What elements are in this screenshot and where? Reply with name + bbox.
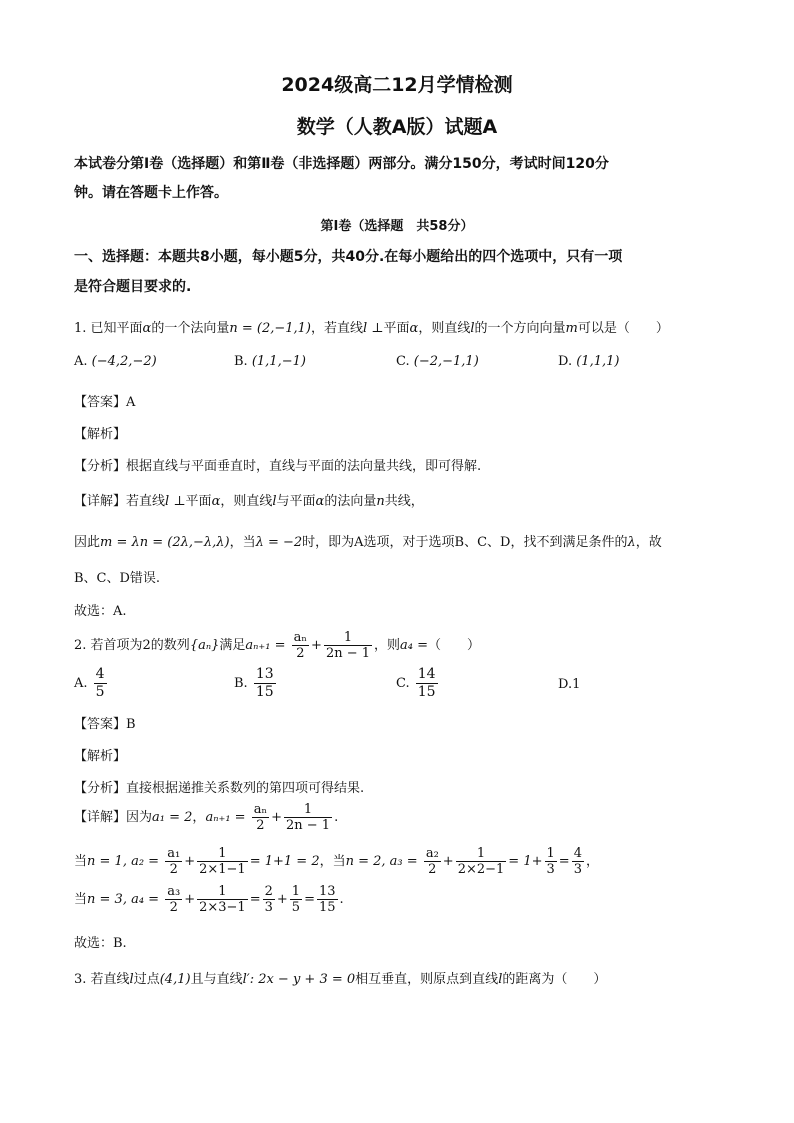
q2-option-c: C. $\frac{14}{15}$ xyxy=(396,666,436,700)
q2-jiexi: 【解析】 xyxy=(74,749,127,764)
q2-detail-line-1: 【详解】因为a₁ = 2，aₙ₊₁ = $\frac{\text{aₙ}}{2}$ + $\frac{1}{2n - 1}$ . xyxy=(74,802,339,833)
q2-answer: 【答案】B xyxy=(74,717,136,732)
question-3-stem: 3. 若直线l过点(4,1)且与直线l′: 2x − y + 3 = 0相互垂直，则原点到直线l的距离为（ ） xyxy=(74,972,607,987)
q1-option-d: D. (1,1,1) xyxy=(558,354,620,369)
q1-option-a: A. (−4,2,−2) xyxy=(74,354,157,369)
q1-detail-line-3: B、C、D错误. xyxy=(74,571,161,586)
q2-option-d: D.1 xyxy=(558,677,581,692)
section-title: 第Ⅰ卷（选择题 共58分） xyxy=(320,219,474,234)
exam-title: 2024级高二12月学情检测 xyxy=(281,74,513,96)
question-2-stem: 2. 若首项为2的数列{aₙ}满足aₙ₊₁ = $\frac{\text{aₙ}}{2}$ + $\frac{1}{2n - 1}$ ，则a₄ =（ ） xyxy=(74,630,481,661)
intro-line-1: 本试卷分第Ⅰ卷（选择题）和第Ⅱ卷（非选择题）两部分。满分150分，考试时间120分 xyxy=(74,156,609,172)
section-instruction-2: 是符合题目要求的. xyxy=(74,279,192,295)
q1-answer: 【答案】A xyxy=(74,395,136,410)
q2-option-a: A. $\frac{4}{5}$ xyxy=(74,666,105,700)
q1-detail-line-1: 【详解】若直线l ⊥平面α，则直线l与平面α的法向量n共线， xyxy=(74,494,424,509)
intro-line-2: 钟。请在答题卡上作答。 xyxy=(74,185,228,201)
q1-jiexi: 【解析】 xyxy=(74,427,127,442)
q2-option-b: B. $\frac{13}{15}$ xyxy=(234,666,274,700)
q1-option-b: B. (1,1,−1) xyxy=(234,354,306,369)
q1-analysis: 【分析】根据直线与平面垂直时，直线与平面的法向量共线，即可得解. xyxy=(74,459,482,474)
q2-analysis: 【分析】直接根据递推关系数列的第四项可得结果. xyxy=(74,781,365,796)
q1-option-c: C. (−2,−1,1) xyxy=(396,354,479,369)
q1-choose: 故选：A. xyxy=(74,604,127,619)
q2-detail-line-3: 当n = 3, a₄ = $\frac{\text{a₃}}{2}$ + $\frac{1}{2\times 3-1}$ = $\frac{2}{3}$ + $\frac{1}{5}$ = $\frac{13}{15}$ . xyxy=(74,884,344,915)
exam-subtitle: 数学（人教A版）试题A xyxy=(296,116,498,138)
q1-detail-line-2: 因此m = λn = (2λ,−λ,λ)，当λ = −2时，即为A选项，对于选项B、C、D，找不到满足条件的λ，故 xyxy=(74,535,662,550)
section-instruction-1: 一、选择题：本题共8小题，每小题5分，共40分.在每小题给出的四个选项中，只有一项 xyxy=(74,249,623,265)
q2-choose: 故选：B. xyxy=(74,936,127,951)
q2-detail-line-2: 当n = 1, a₂ = $\frac{\text{a₁}}{2}$ + $\frac{1}{2\times 1-1}$ = 1+1 = 2，当n = 2, a₃ = $\frac{\text{a₂}}{2}$ + $\frac{1}{2\times 2-1}$ = 1+ $\frac{1}{3}$ = $\frac{4}{3}$ ， xyxy=(74,846,599,877)
question-1-stem: 1. 已知平面α的一个法向量n = (2,−1,1)，若直线l ⊥平面α，则直线l的一个方向向量m可以是（ ） xyxy=(74,321,669,336)
